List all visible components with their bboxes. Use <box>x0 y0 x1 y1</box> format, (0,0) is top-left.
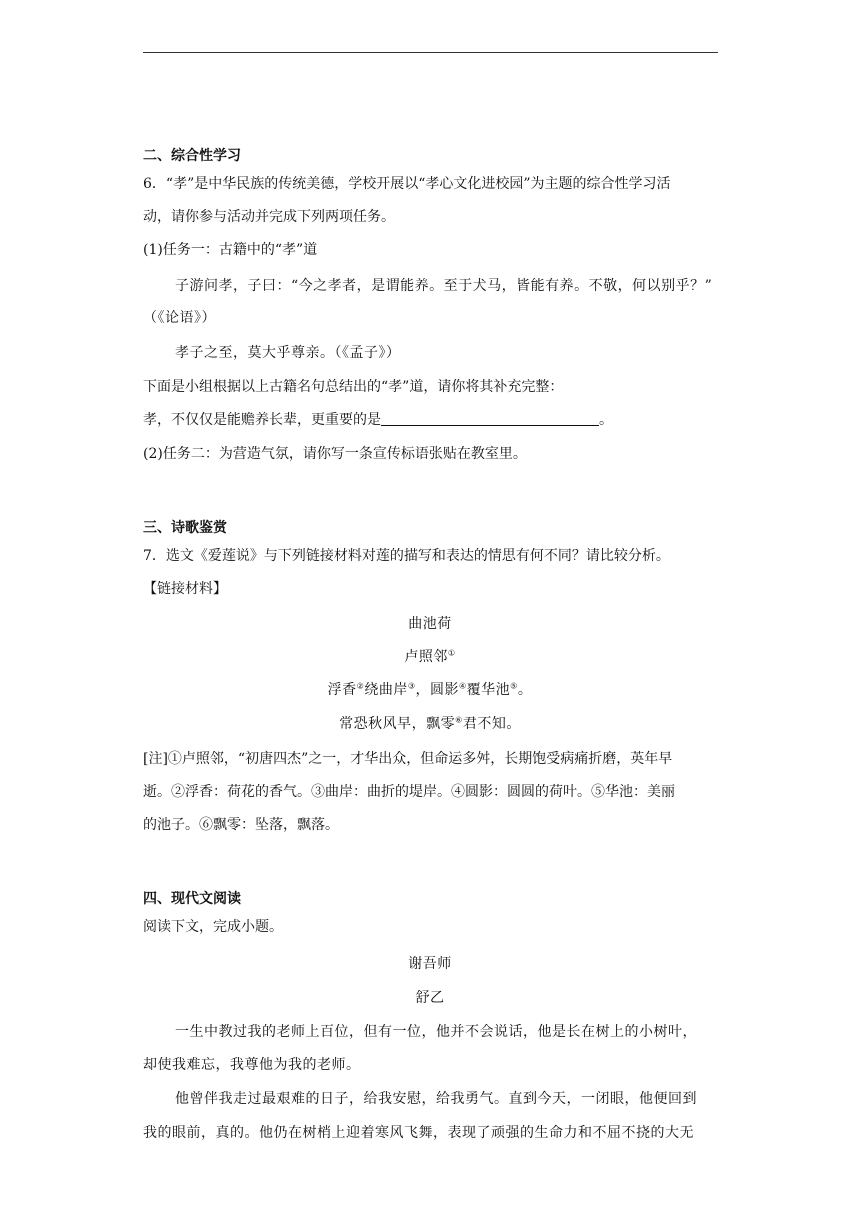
link-material-label: 【链接材料】 <box>143 581 227 597</box>
reading-intro: 阅读下文，完成小题。 <box>143 919 283 935</box>
paragraph-1-line-2: 却使我难忘，我尊他为我的老师。 <box>143 1057 361 1073</box>
task-2: (2)任务二：为营造气氛，请你写一条宣传标语张贴在教室里。 <box>143 446 527 462</box>
article-author: 舒乙 <box>415 990 445 1006</box>
section-heading-4: 四、现代文阅读 <box>143 891 241 907</box>
poem-line-2: 常恐秋风早，飘零⑥君不知。 <box>339 715 521 732</box>
poem-title: 曲池荷 <box>408 616 452 632</box>
paragraph-2-line-1: 他曾伴我走过最艰难的日子，给我安慰，给我勇气。直到今天，一闭眼，他便回到 <box>175 1091 697 1107</box>
note-line-3: 的池子。⑥飘零：坠落，飘落。 <box>143 817 339 833</box>
answer-blank[interactable] <box>381 411 599 426</box>
quote-mengzi: 孝子之至，莫大乎尊亲。（《孟子》） <box>175 345 401 361</box>
question-6-line-1: 6．“孝”是中华民族的传统美德，学校开展以“孝心文化进校园”为主题的综合性学习活 <box>143 176 671 192</box>
fill-in-line <box>143 410 613 430</box>
instruction: 下面是小组根据以上古籍名句总结出的“孝”道，请你将其补充完整： <box>143 379 564 395</box>
header-rule <box>143 52 718 53</box>
section-heading-2: 二、综合性学习 <box>143 148 241 164</box>
question-6-line-2: 动，请你参与活动并完成下列两项任务。 <box>143 209 395 225</box>
quote-lunyu-line-2: （《论语》） <box>143 310 216 326</box>
note-line-2: 逝。②浮香：荷花的香气。③曲岸：曲折的堤岸。④圆影：圆圆的荷叶。⑤华池：美丽 <box>143 784 675 800</box>
poem-author: 卢照邻① <box>404 648 456 665</box>
quote-lunyu-line-1: 子游问孝，子曰：“今之孝者，是谓能养。至于犬马，皆能有养。不敬，何以别乎？” <box>175 278 713 294</box>
paragraph-1-line-1: 一生中教过我的老师上百位，但有一位，他并不会说话，他是长在树上的小树叶， <box>175 1024 697 1040</box>
article-title: 谢吾师 <box>408 956 452 972</box>
section-heading-3: 三、诗歌鉴赏 <box>143 520 227 536</box>
fill-prefix: 孝，不仅仅是能赡养长辈，更重要的是 <box>143 412 381 428</box>
fill-suffix: 。 <box>599 412 613 428</box>
poem-line-1: 浮香②绕曲岸③，圆影④覆华池⑤。 <box>327 681 533 698</box>
paragraph-2-line-2: 我的眼前，真的。他仍在树梢上迎着寒风飞舞，表现了顽强的生命力和不屈不挠的大无 <box>143 1125 694 1141</box>
note-line-1: [注]①卢照邻，“初唐四杰”之一，才华出众，但命运多舛，长期饱受病痛折磨，英年早 <box>143 751 673 767</box>
question-7: 7．选文《爱莲说》与下列链接材料对莲的描写和表达的情思有何不同？请比较分析。 <box>143 548 670 564</box>
task-1: (1)任务一：古籍中的“孝”道 <box>143 242 318 258</box>
